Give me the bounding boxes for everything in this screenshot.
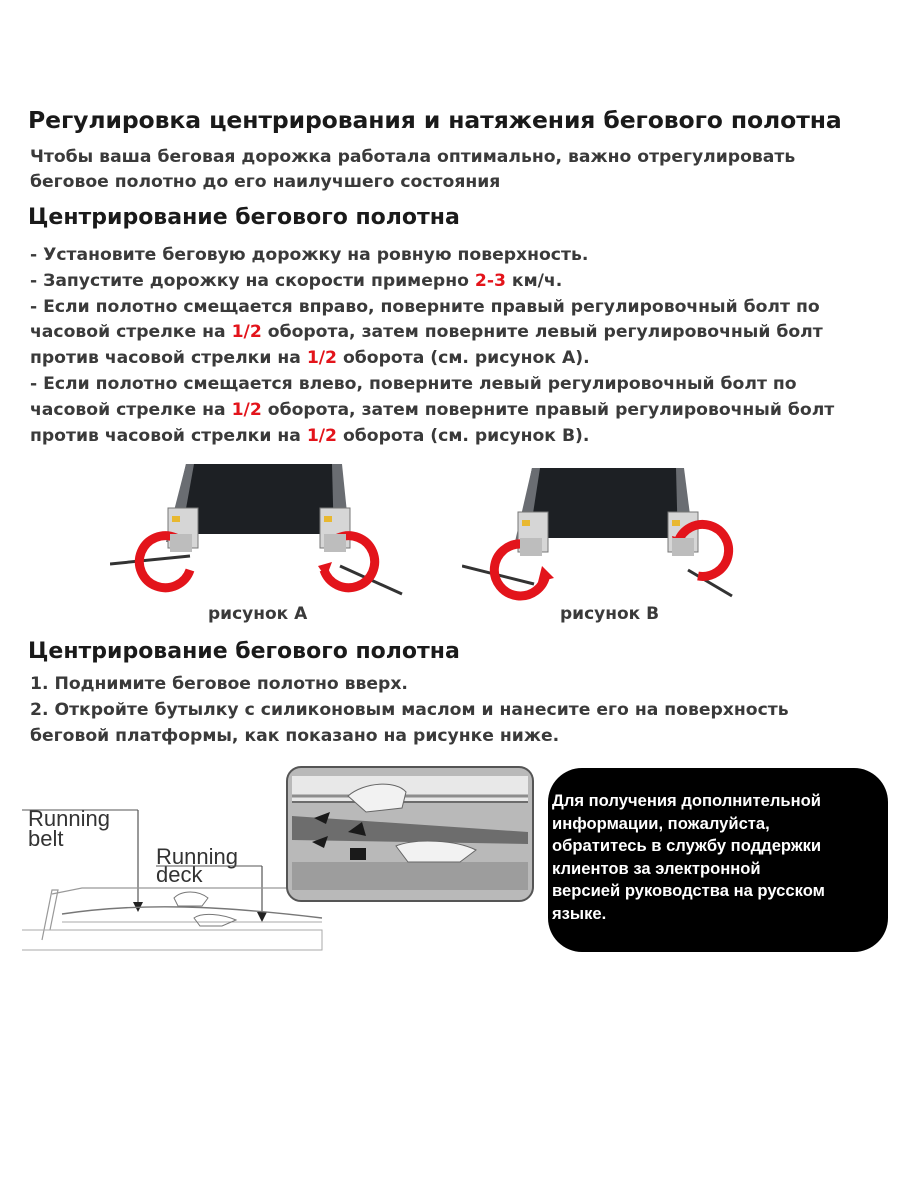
adjustment-bolt-left [520,538,542,556]
arrowhead-icon [538,566,554,582]
step-shift-left-line-3: против часовой стрелки на 1/2 оборота (см. рисунок В). [30,425,590,446]
page-title: Регулировка центрирования и натяжения бегового полотна [28,106,842,134]
note-line: информации, пожалуйста, [552,813,770,833]
warning-label [672,520,680,526]
warning-label [522,520,530,526]
adjustment-bolt-right [672,538,694,556]
deck-surface [292,862,528,890]
speed-value: 2-3 [474,270,506,291]
figure-b-caption: рисунок В [560,604,660,624]
adjustment-bolt-right [324,534,346,552]
half-turn-value: 1/2 [306,348,338,369]
step-shift-right-line-2: часовой стрелке на 1/2 оборота, затем поверните левый регулировочный болт [30,322,823,343]
down-arrow-icon [257,912,267,922]
step-shift-left-line-2: часовой стрелке на 1/2 оборота, затем поверните правый регулировочный болт [30,399,835,420]
step-level-surface: - Установите беговую дорожку на ровную поверхность. [30,245,589,265]
step-shift-right-line-1: - Если полотно смещается вправо, поверните правый регулировочный болт по [30,296,820,317]
section2-steps [30,672,890,749]
lubrication-photo [286,766,534,902]
note-line: версией руководства на русском [552,881,825,900]
note-line: обратитесь в службу поддержки [552,836,822,855]
running-belt-label: Running [28,806,110,831]
intro-line-1: Чтобы ваша беговая дорожка работала оптимально, важно отрегулировать [30,147,796,167]
frame-outline [52,888,322,894]
motor-hood-outline [42,890,58,940]
figure-a-caption: рисунок А [208,604,308,624]
running-belt-label: belt [28,826,64,851]
support-note [548,768,888,952]
section2-heading: Центрирование бегового полотна [28,639,460,664]
rail-top [292,776,528,802]
warning-label [324,516,332,522]
step-shift-left-line-1: - Если полотно смещается влево, поверните левый регулировочный болт по [30,373,797,394]
step-apply-silicone-line-2: беговой платформы, как показано на рисунке ниже. [30,725,560,746]
step-shift-right-line-3: против часовой стрелки на 1/2 оборота (см. рисунок А). [30,348,590,369]
base-outline [22,930,322,950]
hand-applying-icon [194,914,236,926]
intro-line-2: беговое полотно до его наилучшего состояния [30,172,501,192]
note-line: Для получения дополнительной [552,791,821,810]
step-start-speed: - Запустите дорожку на скорости примерно 2-3 км/ч. [30,270,563,291]
lifted-belt-line [62,907,322,918]
figure-a-image [110,462,406,602]
step-apply-silicone-line-1: 2. Откройте бутылку с силиконовым маслом и нанесите его на поверхность [30,699,789,720]
figure-b-image [462,466,738,604]
intro-text [30,145,880,195]
half-turn-value: 1/2 [306,425,338,446]
running-deck-label: deck [156,862,203,887]
allen-key-left [110,556,190,564]
note-line: клиентов за электронной [552,858,761,878]
note-line: языке. [552,903,607,923]
section1-heading: Центрирование бегового полотна [28,205,460,230]
adjustment-bolt-left [170,534,192,552]
warning-label [172,516,180,522]
step-lift-belt: 1. Поднимите беговое полотно вверх. [30,674,408,694]
running-deck-label: Running [156,844,238,869]
half-turn-value: 1/2 [231,322,262,343]
section1-steps [30,243,890,449]
arrow-block-icon [350,848,366,860]
half-turn-value: 1/2 [231,399,262,420]
hand-lifting-icon [174,892,208,906]
